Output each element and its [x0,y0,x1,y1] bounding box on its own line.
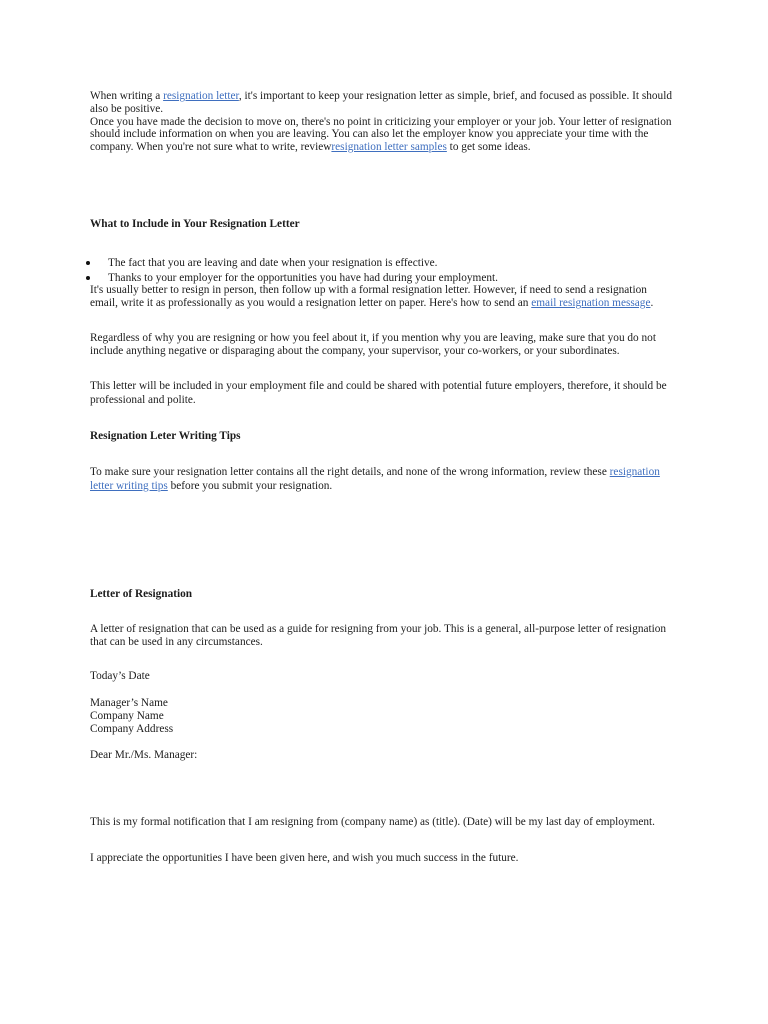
letter-body-paragraph: This is my formal notification that I am resigning from (company name) as (title). (Date) will be my last day of employment. [90,816,656,828]
text-line [90,479,660,493]
text-segment: include anything negative or disparaging about the company, your supervisor, your co-workers, or your subordinates. [90,345,620,357]
text-segment: company. When you're not sure what to write, review [90,141,332,153]
text-segment: before you submit your resignation. [167,480,333,492]
text-segment: also be positive. [90,102,164,115]
text-line [90,623,666,636]
text-line [90,636,666,649]
text-line [90,103,672,116]
text-segment: that can be used in any circumstances. [90,636,263,648]
bullet-icon [86,261,90,265]
letter-salutation: Dear Mr./Ms. Manager: [90,749,198,761]
email-resignation-message-link[interactable]: email resignation message [531,297,651,309]
text-line [90,332,656,345]
list-item: The fact that you are leaving and date when your resignation is effective. [108,257,438,269]
text-segment: It's usually better to resign in person, then follow up with a formal resignation letter. However, if need to send a resignation [90,284,647,296]
text-segment: To make sure your resignation letter contains all the right details, and none of the wrong information, review these [90,466,610,478]
text-segment: A letter of resignation that can be used as a guide for resigning from your job. This is a general, all-purpose letter of resignation [90,623,667,635]
in-person-paragraph [90,284,653,310]
text-segment: . [650,297,654,309]
text-segment: should include information on when you are leaving. You can also let the employer know you appreciate your time with the [90,128,649,141]
section-heading-letter-of-resignation: Letter of Resignation [90,588,193,600]
text-segment: , it's important to keep your resignation letter as simple, brief, and focused as possible. It should [238,90,672,102]
section-heading-writing-tips: Resignation Leter Writing Tips [90,430,241,442]
text-line [90,297,653,310]
text-segment: This letter will be included in your employment file and could be shared with potential future employers, therefore, it should be [90,380,667,392]
employment-file-paragraph [90,380,667,407]
letter-description-paragraph [90,623,666,649]
text-line [90,128,672,141]
text-segment: Once you have made the decision to move on, there's no point in criticizing your employer or your job. Your letter of resignation [90,115,672,128]
recipient-company: Company Name [90,710,164,722]
text-line [90,141,672,154]
text-segment: email, write it as professionally as you would a resignation letter on paper. Here's how to send an [90,297,532,309]
recipient-address: Company Address [90,723,174,735]
text-segment: to get some ideas. [446,141,531,153]
text-line [90,90,672,103]
text-line [90,345,656,358]
writing-tips-link[interactable]: resignation [609,466,660,478]
regardless-paragraph [90,332,656,358]
text-line [90,116,672,129]
text-line [90,465,660,479]
section-heading-what-to-include: What to Include in Your Resignation Letter [90,218,300,230]
writing-tips-link[interactable]: letter writing tips [90,480,168,492]
letter-recipient [90,697,173,736]
text-line [90,394,667,408]
letter-body-paragraph: I appreciate the opportunities I have been given here, and wish you much success in the future. [90,852,519,864]
intro-paragraph [90,90,672,154]
recipient-name: Manager’s Name [90,697,168,709]
bullet-icon [86,276,90,280]
tips-paragraph [90,465,660,493]
text-line [90,284,653,297]
letter-date: Today’s Date [90,670,150,682]
text-segment: When writing a [90,90,164,102]
resignation-letter-samples-link[interactable]: resignation letter samples [331,141,447,153]
text-line [90,380,667,394]
text-segment: Regardless of why you are resigning or how you feel about it, if you mention why you are leaving, make sure that you do not [90,332,656,344]
resignation-letter-link[interactable]: resignation letter [163,90,239,102]
list-item: Thanks to your employer for the opportunities you have had during your employment. [108,272,498,284]
text-segment: professional and polite. [90,393,196,406]
